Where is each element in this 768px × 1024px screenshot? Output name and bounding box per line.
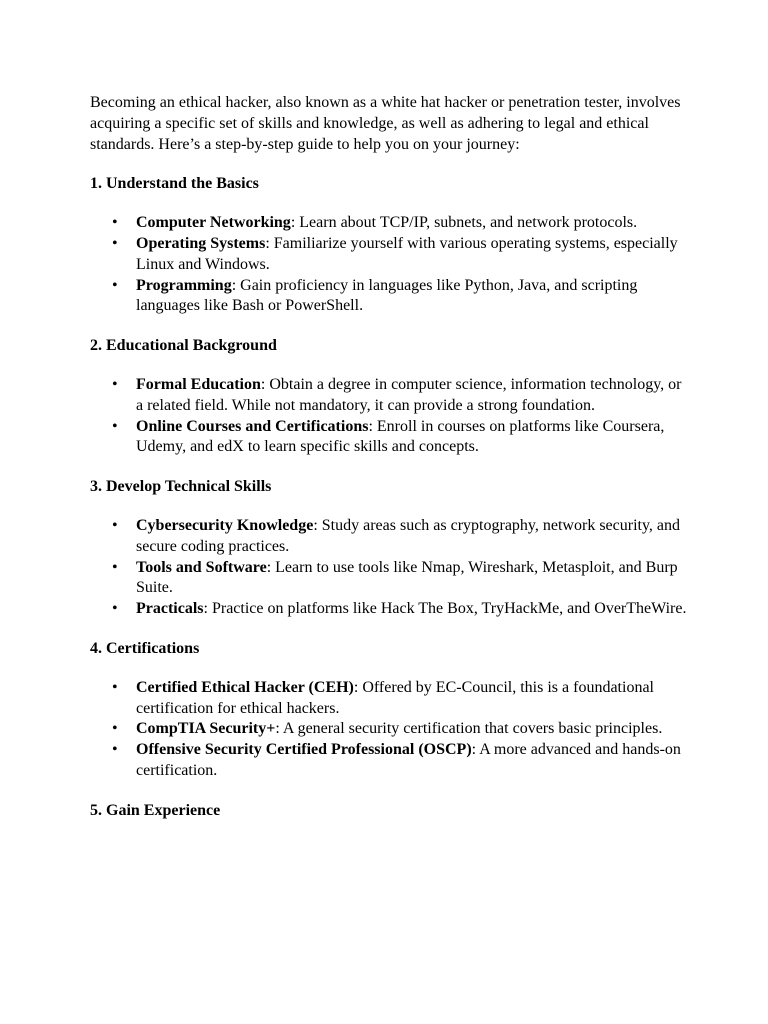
- list-item: [90, 719, 690, 740]
- bullet-list: [90, 516, 690, 620]
- guide-sections: [90, 174, 690, 821]
- bullet-icon: •: [112, 375, 118, 393]
- list-item: [90, 678, 690, 720]
- section-heading: 5. Gain Experience: [90, 801, 221, 819]
- bullet-icon: •: [112, 417, 118, 435]
- bullet-icon: •: [112, 678, 118, 696]
- list-item: [90, 213, 690, 234]
- list-item-text: : Practice on platforms like Hack The Box, TryHackMe, and OverTheWire.: [203, 600, 687, 618]
- bullet-icon: •: [112, 558, 118, 576]
- list-item-term: Formal Education: [136, 375, 261, 393]
- bullet-icon: •: [112, 741, 118, 759]
- list-item: [90, 740, 690, 782]
- list-item-text: : Study areas such as cryptography, network security, and secure coding practices.: [136, 516, 681, 555]
- section-heading: 2. Educational Background: [90, 337, 277, 355]
- bullet-icon: •: [112, 214, 118, 232]
- list-item-text: : Obtain a degree in computer science, information technology, or a related field. While not mandatory, it can provide a strong foundation.: [136, 375, 682, 414]
- list-item-text: : A more advanced and hands-on certification.: [136, 741, 681, 779]
- list-item-text: : Enroll in courses on platforms like Coursera, Udemy, and edX to learn specific skills and concepts.: [136, 417, 665, 456]
- list-item: [90, 276, 690, 318]
- bullet-icon: •: [112, 516, 118, 534]
- bullet-icon: •: [112, 600, 118, 618]
- bullet-list: [90, 375, 690, 458]
- bullet-icon: •: [112, 720, 118, 738]
- bullet-icon: •: [112, 234, 118, 252]
- list-item-term: Online Courses and Certifications: [136, 417, 369, 435]
- list-item-text: : Familiarize yourself with various operating systems, especially Linux and Windows.: [136, 234, 678, 273]
- bullet-list: [90, 213, 690, 317]
- list-item-text: : Learn about TCP/IP, subnets, and network protocols.: [290, 214, 638, 232]
- list-item-term: Programming: [136, 276, 232, 294]
- list-item-term: Certified Ethical Hacker (CEH): [136, 678, 354, 696]
- list-item-text: : Offered by EC-Council, this is a foundational certification for ethical hackers.: [136, 678, 654, 717]
- list-item-term: Offensive Security Certified Professional (OSCP): [136, 741, 472, 759]
- list-item-term: Computer Networking: [136, 214, 291, 232]
- intro-paragraph: Becoming an ethical hacker, also known as a white hat hacker or penetration tester, involves acquiring a specific set of skills and knowledge, as well as adhering to legal and ethical standards. Here’s a step-by-step guide to help you on your journey:: [90, 94, 681, 153]
- list-item: [90, 375, 690, 417]
- list-item-term: CompTIA Security+: [136, 720, 276, 738]
- list-item: [90, 516, 690, 558]
- list-item-term: Cybersecurity Knowledge: [136, 516, 314, 534]
- list-item-text: : Learn to use tools like Nmap, Wireshark, Metasploit, and Burp Suite.: [136, 558, 678, 597]
- list-item-term: Practicals: [136, 600, 204, 618]
- list-item: [90, 558, 690, 600]
- list-item-text: : Gain proficiency in languages like Python, Java, and scripting languages like Bash or PowerShell.: [136, 276, 638, 315]
- list-item: [90, 599, 690, 620]
- bullet-list: [90, 678, 690, 782]
- document-page: [90, 93, 690, 840]
- list-item-text: : A general security certification that covers basic principles.: [275, 720, 663, 738]
- section-heading: 3. Develop Technical Skills: [90, 478, 272, 496]
- section-heading: 1. Understand the Basics: [90, 175, 259, 193]
- bullet-icon: •: [112, 276, 118, 294]
- list-item-term: Tools and Software: [136, 558, 267, 576]
- list-item-term: Operating Systems: [136, 234, 266, 252]
- section-heading: 4. Certifications: [90, 639, 200, 657]
- list-item: [90, 417, 690, 459]
- list-item: [90, 234, 690, 276]
